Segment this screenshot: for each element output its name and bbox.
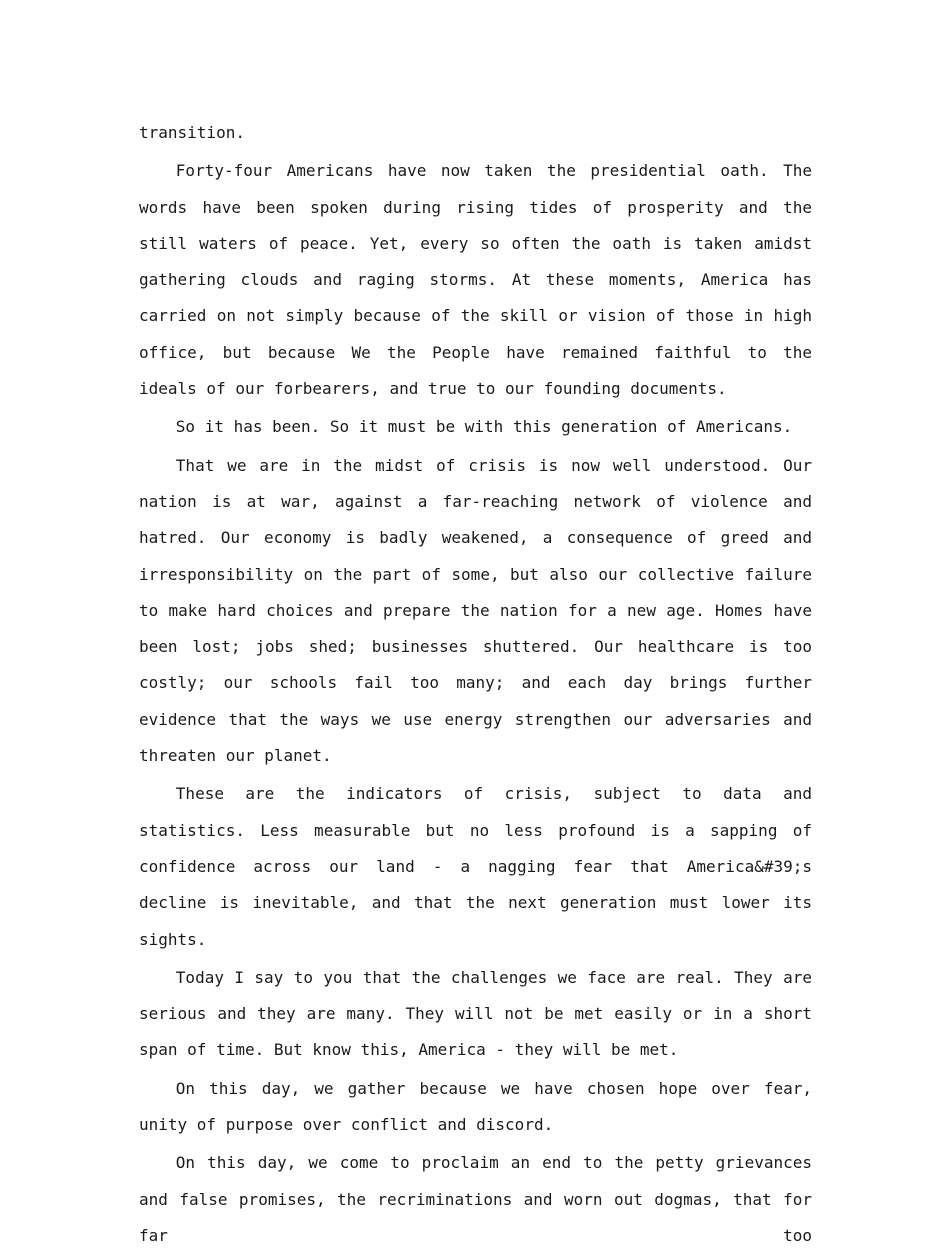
paragraph-indicators: These are the indicators of crisis, subject to data and statistics. Less measurable but no less profound is a sapping of confidence across our land - a nagging fear that America&#39;s decline is inevitable, and that the next generation must lower its sights.: [139, 784, 812, 949]
paragraph-challenges: Today I say to you that the challenges we face are real. They are serious and they are many. They will not be met easily or in a short span of time. But know this, America - they will be met.: [139, 967, 812, 1060]
paragraph-presidential-oath: Forty-four Americans have now taken the presidential oath. The words have been spoken during rising tides of prosperity and the still waters of peace. Yet, every so often the oath is taken amidst gathering clouds and raging storms. At these moments, America has carried on not simply because of the skill or vision of those in high office, but because We the People have remained faithful to the ideals of our forbearers, and true to our founding documents.: [139, 161, 812, 399]
document-page: [139, 115, 812, 1256]
paragraph-crisis: That we are in the midst of crisis is now well understood. Our nation is at war, against a far-reaching network of violence and hatred. Our economy is badly weakened, a consequence of greed and irresponsibility on the part of some, but also our collective failure to make hard choices and prepare the nation for a new age. Homes have been lost; jobs shed; businesses shuttered. Our healthcare is too costly; our schools fail too many; and each day brings further evidence that the ways we use energy strengthen our adversaries and threaten our planet.: [139, 455, 812, 766]
paragraph-hope-over-fear: On this day, we gather because we have chosen hope over fear, unity of purpose over conflict and discord.: [139, 1078, 812, 1135]
paragraph-petty-grievances: On this day, we come to proclaim an end to the petty grievances and false promises, the recriminations and worn out dogmas, that for far too: [139, 1153, 812, 1245]
paragraph-transition: transition.: [139, 123, 245, 142]
paragraph-so-it-has-been: So it has been. So it must be with this generation of Americans.: [175, 417, 793, 437]
